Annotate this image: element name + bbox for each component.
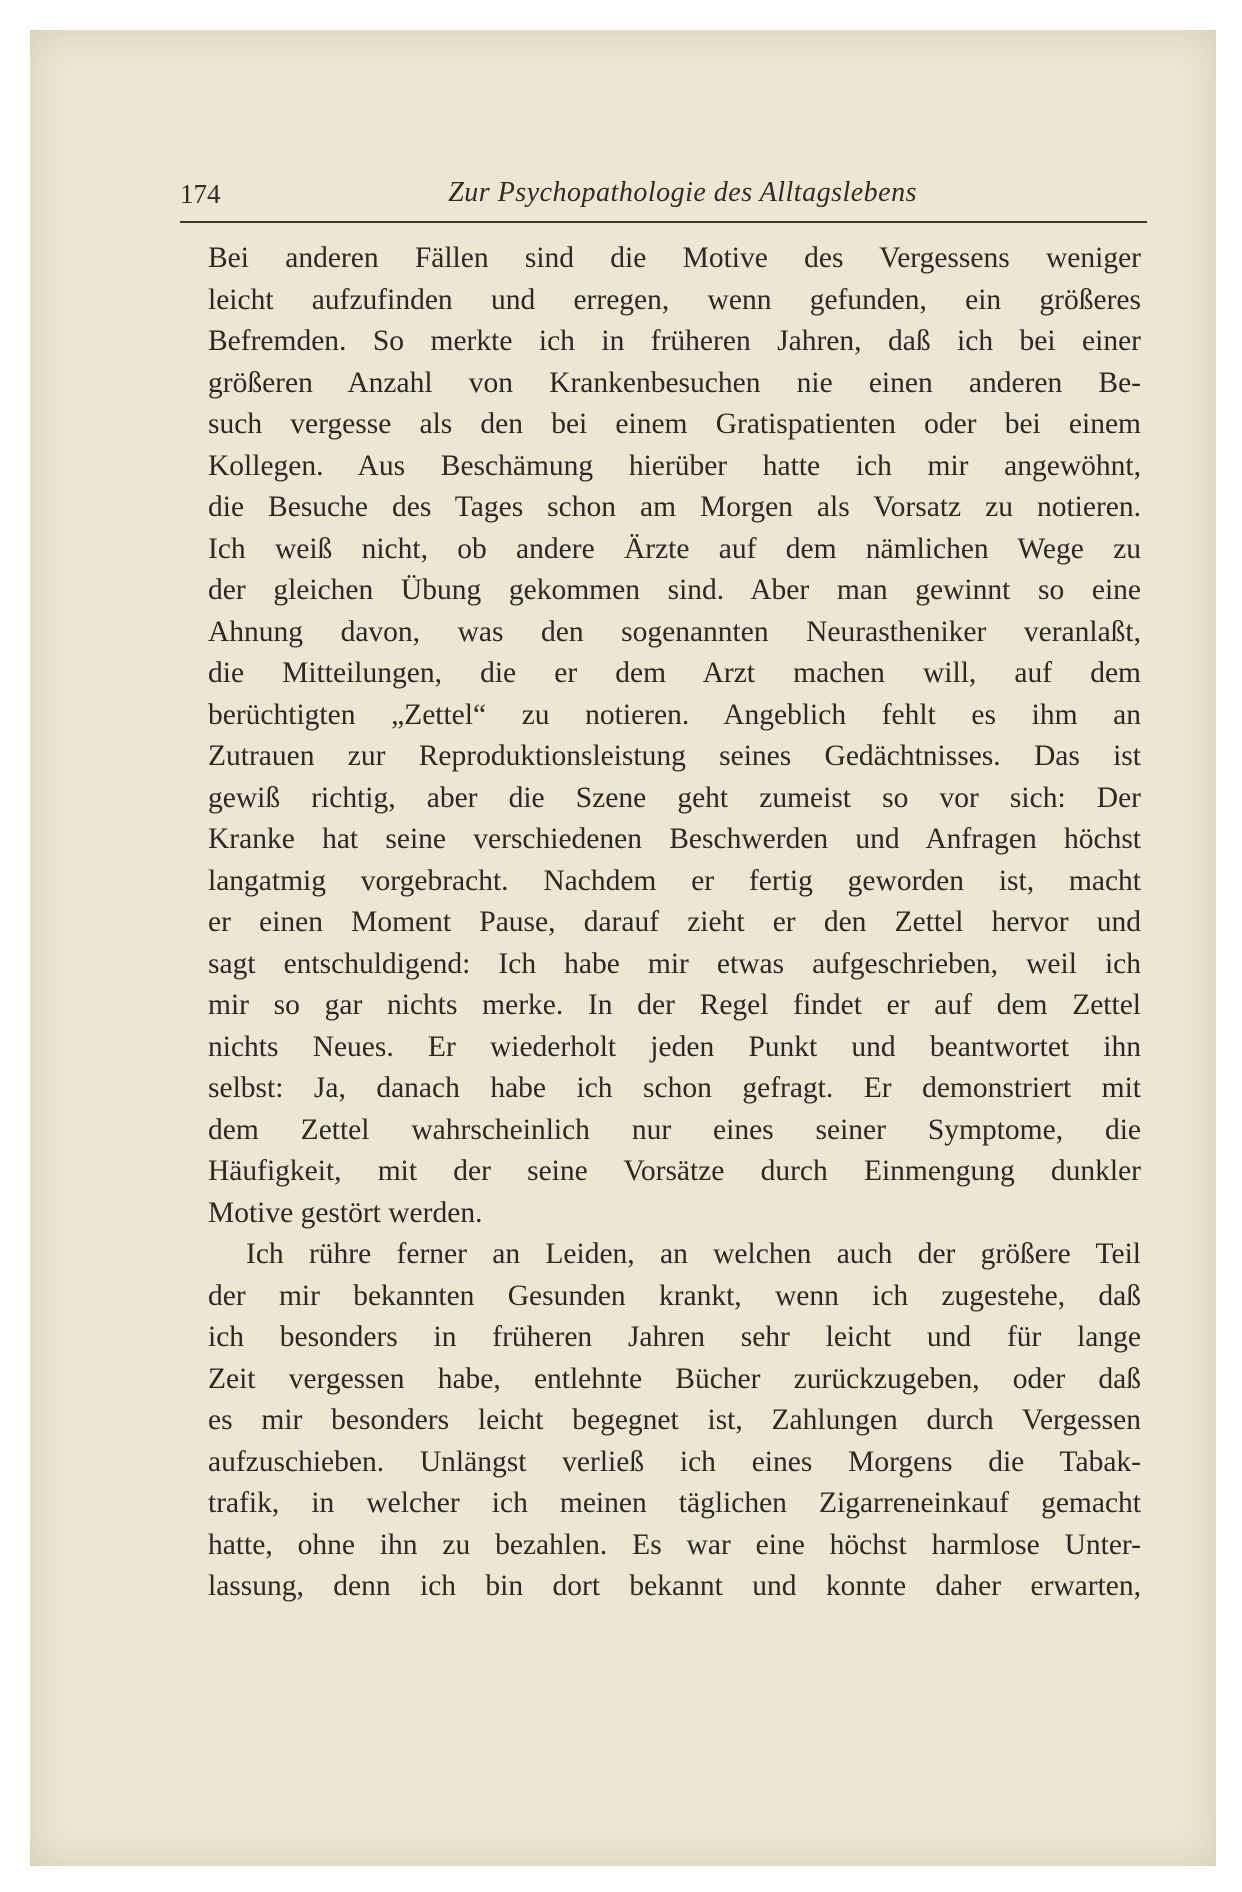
text-line: Ich weiß nicht, ob andere Ärzte auf dem nämlichen Wege zu (208, 532, 1141, 565)
text-line: sagt entschuldigend: Ich habe mir etwas aufgeschrieben, weil ich (208, 947, 1141, 980)
text-line: aufzuschieben. Unlängst verließ ich eines Morgens die Tabak- (208, 1445, 1141, 1478)
text-line: die Mitteilungen, die er dem Arzt machen will, auf dem (208, 657, 1141, 689)
text-line: dem Zettel wahrscheinlich nur eines seiner Symptome, die (208, 1113, 1141, 1146)
text-line: langatmig vorgebracht. Nachdem er fertig geworden ist, macht (208, 864, 1141, 897)
text-line: er einen Moment Pause, darauf zieht er den Zettel hervor und (208, 906, 1141, 938)
text-line: die Besuche des Tages schon am Morgen als Vorsatz zu notieren. (208, 491, 1141, 523)
text-line: größeren Anzahl von Krankenbesuchen nie einen anderen Be- (208, 366, 1141, 399)
text-line: berüchtigten „Zettel“ zu notieren. Angeblich fehlt es ihm an (208, 698, 1141, 731)
body-text (208, 238, 1141, 1608)
text-line: Ich rühre ferner an Leiden, an welchen auch der größere Teil (246, 1238, 1141, 1270)
text-line: lassung, denn ich bin dort bekannt und konnte daher erwarten, (208, 1570, 1141, 1602)
text-line: leicht aufzufinden und erregen, wenn gefunden, ein größeres (208, 283, 1141, 316)
text-line: Befremden. So merkte ich in früheren Jahren, daß ich bei einer (208, 325, 1141, 357)
text-line: such vergesse als den bei einem Gratispatienten oder bei einem (208, 408, 1141, 440)
text-line: Kollegen. Aus Beschämung hierüber hatte ich mir angewöhnt, (208, 449, 1141, 482)
text-line: ich besonders in früheren Jahren sehr leicht und für lange (208, 1321, 1141, 1353)
text-line: Zutrauen zur Reproduktionsleistung seines Gedächtnisses. Das ist (208, 740, 1141, 772)
page-number: 174 (180, 179, 221, 209)
text-line: Motive gestört werden. (208, 1196, 483, 1229)
text-line: Kranke hat seine verschiedenen Beschwerden und Anfragen höchst (208, 823, 1141, 855)
text-line: gewiß richtig, aber die Szene geht zumeist so vor sich: Der (208, 781, 1141, 814)
text-line: hatte, ohne ihn zu bezahlen. Es war eine höchst harmlose Unter- (208, 1528, 1141, 1561)
text-line: der mir bekannten Gesunden krankt, wenn ich zugestehe, daß (208, 1279, 1141, 1312)
text-line: Zeit vergessen habe, entlehnte Bücher zurückzugeben, oder daß (208, 1362, 1141, 1395)
text-line: trafik, in welcher ich meinen täglichen Zigarreneinkauf gemacht (208, 1487, 1141, 1519)
running-title: Zur Psychopathologie des Alltagslebens (448, 177, 917, 208)
text-line: Bei anderen Fällen sind die Motive des Vergessens weniger (208, 242, 1141, 274)
text-line: Ahnung davon, was den sogenannten Neurastheniker veranlaßt, (208, 615, 1141, 648)
text-line: selbst: Ja, danach habe ich schon gefragt. Er demonstriert mit (208, 1072, 1141, 1104)
page-header (180, 175, 1147, 223)
text-line: Häufigkeit, mit der seine Vorsätze durch Einmengung dunkler (208, 1155, 1141, 1187)
text-line: der gleichen Übung gekommen sind. Aber man gewinnt so eine (208, 574, 1141, 606)
text-line: es mir besonders leicht begegnet ist, Zahlungen durch Vergessen (208, 1404, 1141, 1436)
text-line: mir so gar nichts merke. In der Regel findet er auf dem Zettel (208, 989, 1141, 1021)
text-line: nichts Neues. Er wiederholt jeden Punkt und beantwortet ihn (208, 1030, 1141, 1063)
